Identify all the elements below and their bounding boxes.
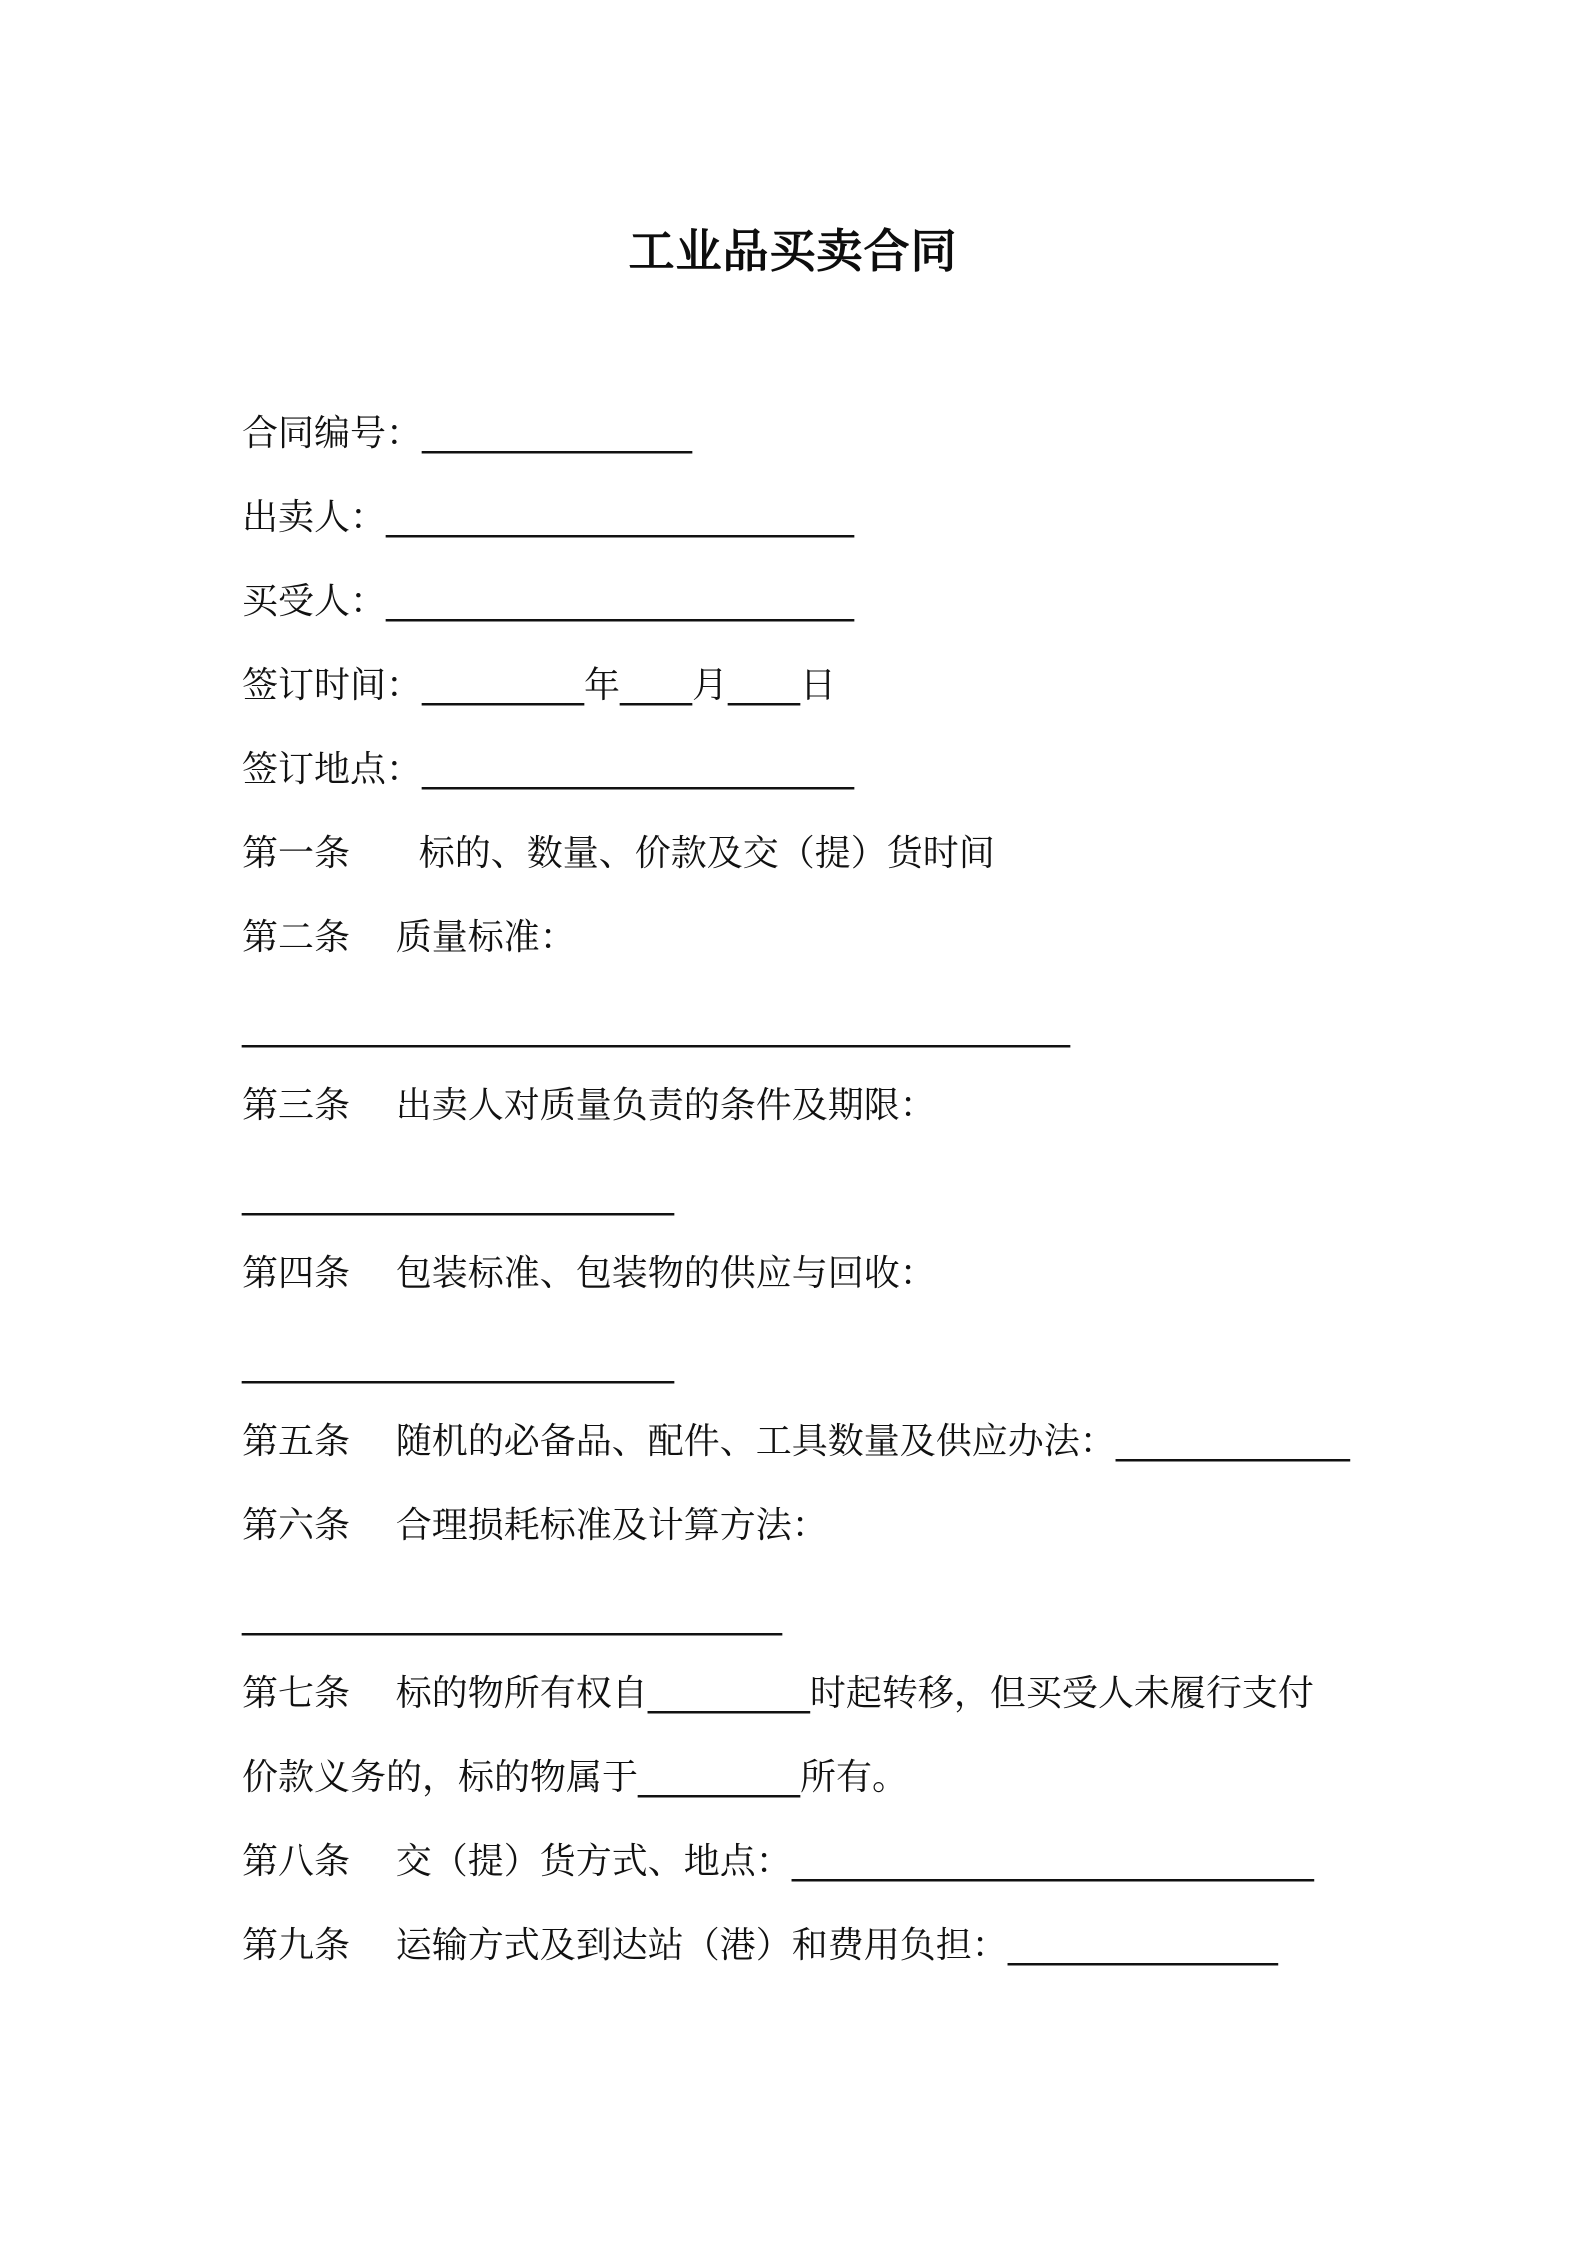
seller-label: 出卖人： [242, 497, 387, 538]
accessories-blank: _____________ [1115, 1421, 1350, 1462]
year-blank: _________ [422, 665, 585, 706]
article-5 [242, 1418, 1350, 1466]
article-6 [242, 1502, 828, 1550]
article-6-text: 合理损耗标准及计算方法： [395, 1505, 828, 1546]
article-5-text: 随机的必备品、配件、工具数量及供应办法： [395, 1421, 1116, 1462]
sign-date-line [242, 662, 836, 710]
day-blank: ____ [728, 665, 801, 706]
seller-blank: __________________________ [386, 497, 855, 538]
buyer-blank: __________________________ [386, 581, 855, 622]
seller-line [242, 494, 854, 542]
sign-place-blank: ________________________ [422, 749, 855, 790]
sign-date-label: 签订时间： [242, 665, 423, 706]
article-1-text: 标的、数量、价款及交（提）货时间 [418, 833, 995, 874]
article-3-blank [242, 1172, 674, 1220]
month-text: 月 [692, 665, 729, 706]
article-7-number: 第七条 [242, 1673, 351, 1714]
article-1-number: 第一条 [242, 833, 351, 874]
article-3-text: 出卖人对质量负责的条件及期限： [395, 1085, 936, 1126]
year-text: 年 [584, 665, 621, 706]
article-2 [242, 914, 576, 962]
sign-place-line [242, 746, 854, 794]
sign-place-label: 签订地点： [242, 749, 423, 790]
buyer-line [242, 578, 854, 626]
article-7 [242, 1670, 1314, 1718]
contract-number-blank: _______________ [422, 413, 693, 454]
ownership-holder-blank: _________ [638, 1757, 801, 1798]
article-5-number: 第五条 [242, 1421, 351, 1462]
packaging-blank: ________________________ [242, 1343, 674, 1384]
transport-blank: _______________ [1007, 1925, 1278, 1966]
page-title: 工业品买卖合同 [628, 224, 958, 278]
delivery-method-blank: _____________________________ [791, 1841, 1314, 1882]
article-2-text: 质量标准： [395, 917, 576, 958]
article-4-number: 第四条 [242, 1253, 351, 1294]
article-3 [242, 1082, 936, 1130]
quality-standard-blank: ______________________________________________ [242, 1007, 1070, 1048]
article-7-text-a: 标的物所有权自 [395, 1673, 648, 1714]
day-text: 日 [800, 665, 837, 706]
article-7-continued [242, 1754, 908, 1802]
article-4-blank [242, 1340, 674, 1388]
article-7-text-b: 时起转移，但买受人未履行支付 [809, 1673, 1314, 1714]
article-6-number: 第六条 [242, 1505, 351, 1546]
article-1 [242, 830, 995, 878]
article-7-text-c: 价款义务的，标的物属于 [242, 1757, 639, 1798]
month-blank: ____ [620, 665, 693, 706]
loss-standard-blank: ______________________________ [242, 1595, 782, 1636]
ownership-transfer-blank: _________ [647, 1673, 810, 1714]
article-2-blank [242, 1004, 1070, 1052]
article-4 [242, 1250, 936, 1298]
article-7-text-d: 所有。 [800, 1757, 909, 1798]
quality-liability-blank: ________________________ [242, 1175, 674, 1216]
article-8 [242, 1838, 1314, 1886]
article-9 [242, 1922, 1278, 1970]
contract-number-line [242, 410, 692, 458]
article-8-number: 第八条 [242, 1841, 351, 1882]
article-9-number: 第九条 [242, 1925, 351, 1966]
article-4-text: 包装标准、包装物的供应与回收： [395, 1253, 936, 1294]
article-6-blank [242, 1592, 782, 1640]
article-9-text: 运输方式及到达站（港）和费用负担： [395, 1925, 1008, 1966]
contract-number-label: 合同编号： [242, 413, 423, 454]
article-3-number: 第三条 [242, 1085, 351, 1126]
article-8-text: 交（提）货方式、地点： [395, 1841, 792, 1882]
article-2-number: 第二条 [242, 917, 351, 958]
buyer-label: 买受人： [242, 581, 387, 622]
